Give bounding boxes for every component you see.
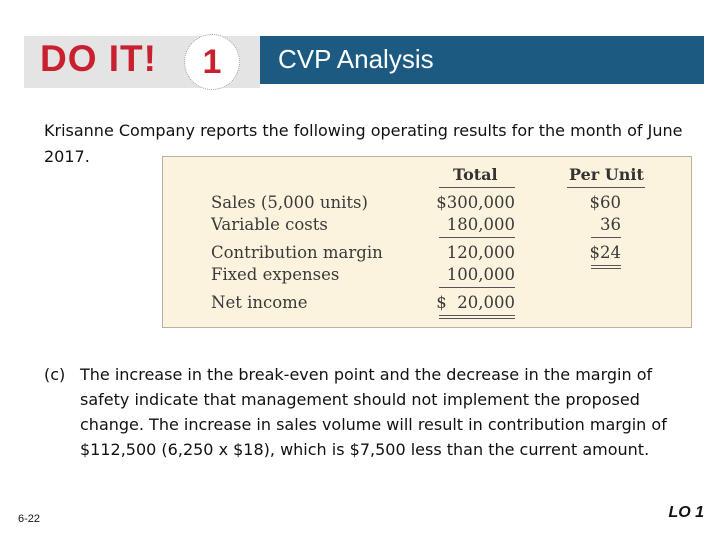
net-income-double-underline-2 xyxy=(439,318,515,319)
exercise-number-badge: 1 xyxy=(184,34,240,90)
column-header-per-unit: Per Unit xyxy=(569,165,644,184)
variable-costs-unit-underline xyxy=(591,237,621,238)
do-it-label: DO IT! xyxy=(40,38,157,79)
operating-results-table xyxy=(162,156,692,328)
fixed-expenses-underline xyxy=(439,287,515,288)
slide-title: CVP Analysis xyxy=(278,44,434,74)
answer-label: (c) xyxy=(44,365,66,384)
net-income-double-underline-1 xyxy=(439,315,515,316)
total-header-rule xyxy=(439,187,515,188)
row-label-sales: Sales (5,000 units) xyxy=(211,193,368,212)
per-unit-header-rule xyxy=(567,187,645,188)
row-total-fixed-expenses: 100,000 xyxy=(446,265,515,284)
row-label-fixed-expenses: Fixed expenses xyxy=(211,265,340,284)
row-per-unit-variable-costs: 36 xyxy=(600,215,621,234)
row-total-contribution-margin: 120,000 xyxy=(446,243,515,262)
row-total-variable-costs: 180,000 xyxy=(446,215,515,234)
learning-objective: LO 1 xyxy=(668,504,704,521)
row-per-unit-contribution-margin: $24 xyxy=(589,243,621,262)
contribution-unit-double-underline-1 xyxy=(591,265,621,266)
column-header-total: Total xyxy=(453,165,498,184)
row-total-sales: $300,000 xyxy=(436,193,515,212)
intro-text: Krisanne Company reports the following operating results for the month of June 2017. xyxy=(44,121,683,166)
row-per-unit-sales: $60 xyxy=(589,193,621,212)
answer-text: The increase in the break-even point and the decrease in the margin of safety indicate that management should not implement the proposed change. The increase in sales volume will result in contribution margin of $112,500 (6,250 x $18), which is $7,500 less than the current amount. xyxy=(80,365,667,459)
row-total-net-income: $ 20,000 xyxy=(436,293,515,312)
variable-costs-total-underline xyxy=(439,237,515,238)
row-label-variable-costs: Variable costs xyxy=(211,215,328,234)
page-number: 6-22 xyxy=(18,513,41,525)
answer-paragraph xyxy=(44,362,684,462)
row-label-net-income: Net income xyxy=(211,293,308,312)
contribution-unit-double-underline-2 xyxy=(591,268,621,269)
row-label-contribution-margin: Contribution margin xyxy=(211,243,383,262)
